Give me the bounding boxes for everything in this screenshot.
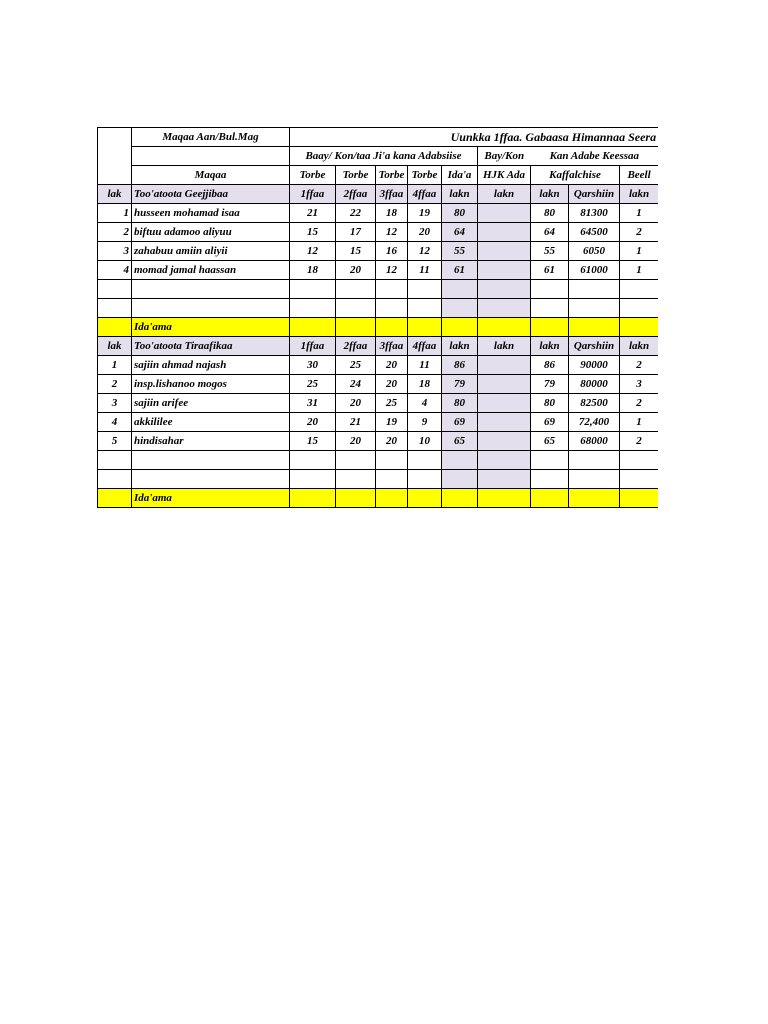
col-torbe-4: Torbe xyxy=(408,166,442,185)
cell-torbe-2: 15 xyxy=(336,242,376,261)
cell-beell: 3 xyxy=(620,375,659,394)
cell-torbe-3: 20 xyxy=(376,356,408,375)
cell-lakn: 55 xyxy=(531,242,569,261)
cell-beell: 2 xyxy=(620,394,659,413)
cell-lakn: 86 xyxy=(531,356,569,375)
cell-hjk xyxy=(478,432,531,451)
section-header-cell: 3ffaa xyxy=(376,337,408,356)
cell-hjk xyxy=(478,375,531,394)
row-number: 5 xyxy=(98,432,132,451)
col-maqaa: Maqaa xyxy=(132,166,290,185)
cell-idaa: 69 xyxy=(442,413,478,432)
cell-torbe-3: 16 xyxy=(376,242,408,261)
row-number: 2 xyxy=(98,375,132,394)
section-header-cell: lakn xyxy=(442,337,478,356)
cell-qarshiin: 82500 xyxy=(569,394,620,413)
cell-hjk xyxy=(478,242,531,261)
empty-row xyxy=(98,280,659,299)
cell-hjk xyxy=(478,261,531,280)
section-header-cell: Qarshiin xyxy=(569,185,620,204)
table-row xyxy=(98,242,659,261)
cell-torbe-2: 20 xyxy=(336,394,376,413)
col-torbe-3: Torbe xyxy=(376,166,408,185)
total-label: Ida'ama xyxy=(132,489,290,508)
section-header-cell: 1ffaa xyxy=(290,337,336,356)
cell-torbe-3: 18 xyxy=(376,204,408,223)
cell-beell: 2 xyxy=(620,432,659,451)
cell-torbe-1: 20 xyxy=(290,413,336,432)
cell-qarshiin: 61000 xyxy=(569,261,620,280)
page-title: Uunkka 1ffaa. Gabaasa Himannaa Seera xyxy=(290,128,659,147)
section-header-cell: lakn xyxy=(478,185,531,204)
group-kanadabe: Kan Adabe Keessaa xyxy=(531,147,659,166)
section-header-row xyxy=(98,185,659,204)
table-row xyxy=(98,375,659,394)
cell-torbe-4: 20 xyxy=(408,223,442,242)
table-row xyxy=(98,394,659,413)
cell-idaa: 79 xyxy=(442,375,478,394)
row-number: 4 xyxy=(98,413,132,432)
cell-torbe-2: 20 xyxy=(336,261,376,280)
cell-torbe-4: 11 xyxy=(408,356,442,375)
empty-row xyxy=(98,299,659,318)
cell-qarshiin: 90000 xyxy=(569,356,620,375)
cell-torbe-4: 12 xyxy=(408,242,442,261)
col-torbe-2: Torbe xyxy=(336,166,376,185)
cell-beell: 1 xyxy=(620,261,659,280)
cell-lakn: 79 xyxy=(531,375,569,394)
cell-torbe-3: 25 xyxy=(376,394,408,413)
cell-torbe-1: 21 xyxy=(290,204,336,223)
empty-row xyxy=(98,470,659,489)
cell-beell: 1 xyxy=(620,204,659,223)
corner-cell xyxy=(98,128,132,185)
header-row-3 xyxy=(98,166,659,185)
col-hjk: HJK Ada xyxy=(478,166,531,185)
row-number: 2 xyxy=(98,223,132,242)
section-header-cell: Qarshiin xyxy=(569,337,620,356)
section-header-cell: 3ffaa xyxy=(376,185,408,204)
cell-torbe-1: 30 xyxy=(290,356,336,375)
cell-hjk xyxy=(478,394,531,413)
empty-row xyxy=(98,451,659,470)
cell-torbe-4: 10 xyxy=(408,432,442,451)
table-row xyxy=(98,432,659,451)
row-name: momad jamal haassan xyxy=(132,261,290,280)
col-idaa: Ida'a xyxy=(442,166,478,185)
row-name: sajiin ahmad najash xyxy=(132,356,290,375)
cell-lakn: 80 xyxy=(531,204,569,223)
row-name: insp.lishanoo mogos xyxy=(132,375,290,394)
section-header-cell: lak xyxy=(98,337,132,356)
cell-torbe-4: 18 xyxy=(408,375,442,394)
cell-lakn: 64 xyxy=(531,223,569,242)
report-table xyxy=(97,127,658,508)
cell-torbe-4: 11 xyxy=(408,261,442,280)
col-kaffalchise: Kaffalchise xyxy=(531,166,620,185)
cell-qarshiin: 81300 xyxy=(569,204,620,223)
cell-torbe-2: 24 xyxy=(336,375,376,394)
cell-hjk xyxy=(478,413,531,432)
group-baykon: Bay/Kon xyxy=(478,147,531,166)
section-header-cell: 2ffaa xyxy=(336,185,376,204)
table-row xyxy=(98,413,659,432)
col-torbe-1: Torbe xyxy=(290,166,336,185)
section-header-cell: lakn xyxy=(620,337,659,356)
cell-qarshiin: 6050 xyxy=(569,242,620,261)
total-label: Ida'ama xyxy=(132,318,290,337)
row-name: zahabuu amiin aliyii xyxy=(132,242,290,261)
section-title: Too'atoota Tiraafikaa xyxy=(132,337,290,356)
cell-qarshiin: 72,400 xyxy=(569,413,620,432)
cell-hjk xyxy=(478,356,531,375)
cell-idaa: 55 xyxy=(442,242,478,261)
cell-beell: 1 xyxy=(620,242,659,261)
row-name: hindisahar xyxy=(132,432,290,451)
cell-torbe-1: 15 xyxy=(290,223,336,242)
cell-torbe-1: 12 xyxy=(290,242,336,261)
row-name: akkililee xyxy=(132,413,290,432)
row-number: 4 xyxy=(98,261,132,280)
row-number: 3 xyxy=(98,242,132,261)
section-header-cell: lakn xyxy=(442,185,478,204)
cell-torbe-3: 19 xyxy=(376,413,408,432)
cell-hjk xyxy=(478,204,531,223)
cell-torbe-3: 12 xyxy=(376,261,408,280)
cell-torbe-4: 4 xyxy=(408,394,442,413)
row-name: husseen mohamad isaa xyxy=(132,204,290,223)
cell-torbe-2: 22 xyxy=(336,204,376,223)
cell-lakn: 69 xyxy=(531,413,569,432)
cell-torbe-2: 17 xyxy=(336,223,376,242)
section-header-cell: lakn xyxy=(620,185,659,204)
group-baay: Baay/ Kon/taa Ji'a kana Adabsiise xyxy=(290,147,478,166)
cell-torbe-2: 21 xyxy=(336,413,376,432)
row-name: biftuu adamoo aliyuu xyxy=(132,223,290,242)
cell-idaa: 65 xyxy=(442,432,478,451)
section-header-cell: 4ffaa xyxy=(408,185,442,204)
cell-hjk xyxy=(478,223,531,242)
cell-idaa: 86 xyxy=(442,356,478,375)
section-title: Too'atoota Geejjibaa xyxy=(132,185,290,204)
section-header-cell: 4ffaa xyxy=(408,337,442,356)
cell-torbe-2: 25 xyxy=(336,356,376,375)
cell-torbe-1: 25 xyxy=(290,375,336,394)
cell-lakn: 61 xyxy=(531,261,569,280)
table-row xyxy=(98,223,659,242)
section-header-cell: lakn xyxy=(531,337,569,356)
table-row xyxy=(98,356,659,375)
cell-torbe-2: 20 xyxy=(336,432,376,451)
section-header-cell: lakn xyxy=(478,337,531,356)
cell-torbe-1: 15 xyxy=(290,432,336,451)
total-row xyxy=(98,489,659,508)
cell-idaa: 80 xyxy=(442,204,478,223)
row-number: 3 xyxy=(98,394,132,413)
table-row xyxy=(98,204,659,223)
cell-torbe-4: 9 xyxy=(408,413,442,432)
section-header-row xyxy=(98,337,659,356)
cell-beell: 2 xyxy=(620,223,659,242)
cell-qarshiin: 68000 xyxy=(569,432,620,451)
cell-torbe-3: 20 xyxy=(376,375,408,394)
section-header-cell: 1ffaa xyxy=(290,185,336,204)
cell-torbe-1: 18 xyxy=(290,261,336,280)
cell-idaa: 61 xyxy=(442,261,478,280)
section-header-cell: lakn xyxy=(531,185,569,204)
table-row xyxy=(98,261,659,280)
row-name: sajiin arifee xyxy=(132,394,290,413)
cell-torbe-3: 12 xyxy=(376,223,408,242)
header-row-1 xyxy=(98,128,659,147)
cell-idaa: 64 xyxy=(442,223,478,242)
cell-beell: 1 xyxy=(620,413,659,432)
cell-qarshiin: 80000 xyxy=(569,375,620,394)
section-header-cell: lak xyxy=(98,185,132,204)
section-header-cell: 2ffaa xyxy=(336,337,376,356)
spreadsheet xyxy=(97,127,658,508)
blank-cell xyxy=(132,147,290,166)
total-row xyxy=(98,318,659,337)
col-beell: Beell xyxy=(620,166,659,185)
cell-lakn: 80 xyxy=(531,394,569,413)
region-label: Maqaa Aan/Bul.Mag xyxy=(132,128,290,147)
cell-beell: 2 xyxy=(620,356,659,375)
cell-torbe-4: 19 xyxy=(408,204,442,223)
cell-idaa: 80 xyxy=(442,394,478,413)
cell-qarshiin: 64500 xyxy=(569,223,620,242)
cell-torbe-1: 31 xyxy=(290,394,336,413)
row-number: 1 xyxy=(98,356,132,375)
cell-torbe-3: 20 xyxy=(376,432,408,451)
header-row-2 xyxy=(98,147,659,166)
row-number: 1 xyxy=(98,204,132,223)
cell-lakn: 65 xyxy=(531,432,569,451)
